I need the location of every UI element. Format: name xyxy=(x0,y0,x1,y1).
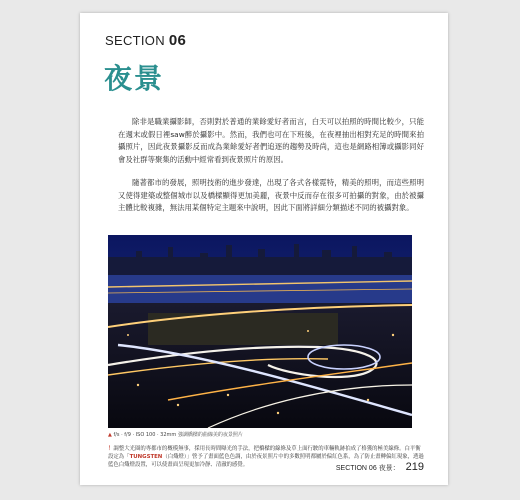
caption-marker: ▲ xyxy=(108,432,112,438)
photo-caption xyxy=(108,431,243,438)
caption-text: f/s · f/9 · ISO 100 · 32mm 強調橋樑的曲線美的夜景照片 xyxy=(113,432,243,438)
body-paragraph: 除非是職業攝影師，否則對於普通的業餘愛好者而言，白天可以拍照的時間比較少，只能在週末或假日裡saw醉於攝影中。然而，我們也可在下班後，在夜裡抽出相對充足的時間來拍攝照片，因此夜景攝影反而成為業餘愛好者們追逐的趨勢及時尚，這也是網路相簿或攝影同好會及社群等聚集的活動中經常看到夜景照片的原因。 xyxy=(118,117,424,164)
page-number: 219 xyxy=(405,461,424,473)
page-footer xyxy=(336,461,424,473)
footer-label: 夜景： xyxy=(378,465,400,472)
section-label xyxy=(105,32,186,49)
section-number: 06 xyxy=(168,32,187,49)
book-page xyxy=(80,13,448,485)
tip-marker: ！ xyxy=(108,446,114,452)
night-bridge-photo xyxy=(108,235,412,428)
tip-text-after: （白熾燈）」營予了畫面藍色色調，由於夜景照片中的多數照明都屬於偏紅色系，為了防止畫轉偏紅現象，透過藍色白熾燈設置，可以使畫面呈現更加冷靜、清澈的感覺。 xyxy=(108,454,424,468)
tip-text-before: 調整大光圈的專都市的概模無事，採用長時間曝光的手法，把橋樑的線條及草上面行駛的車輛軌跡拍成了格獲的極美線條。白平衡設定為「 xyxy=(108,446,421,460)
section-prefix: SECTION xyxy=(105,33,165,48)
page-title: 夜景 xyxy=(104,62,165,95)
footer-section: SECTION 06 xyxy=(335,465,377,472)
tip-highlight: TUNGSTEN xyxy=(129,454,163,460)
body-paragraph: 隨著都市的發展，照明技術的進步發達，出現了各式各樣霓特，精美的照明，而這些照明又使得建築或整個城市以及橋樑顯得更加美麗，夜景中反而存在很多可拍攝的對象，由於被攝主體比較複雜，無法用某個特定主題來中說明，因此下面將詳細分類描述不同的被攝對象。 xyxy=(118,178,424,213)
